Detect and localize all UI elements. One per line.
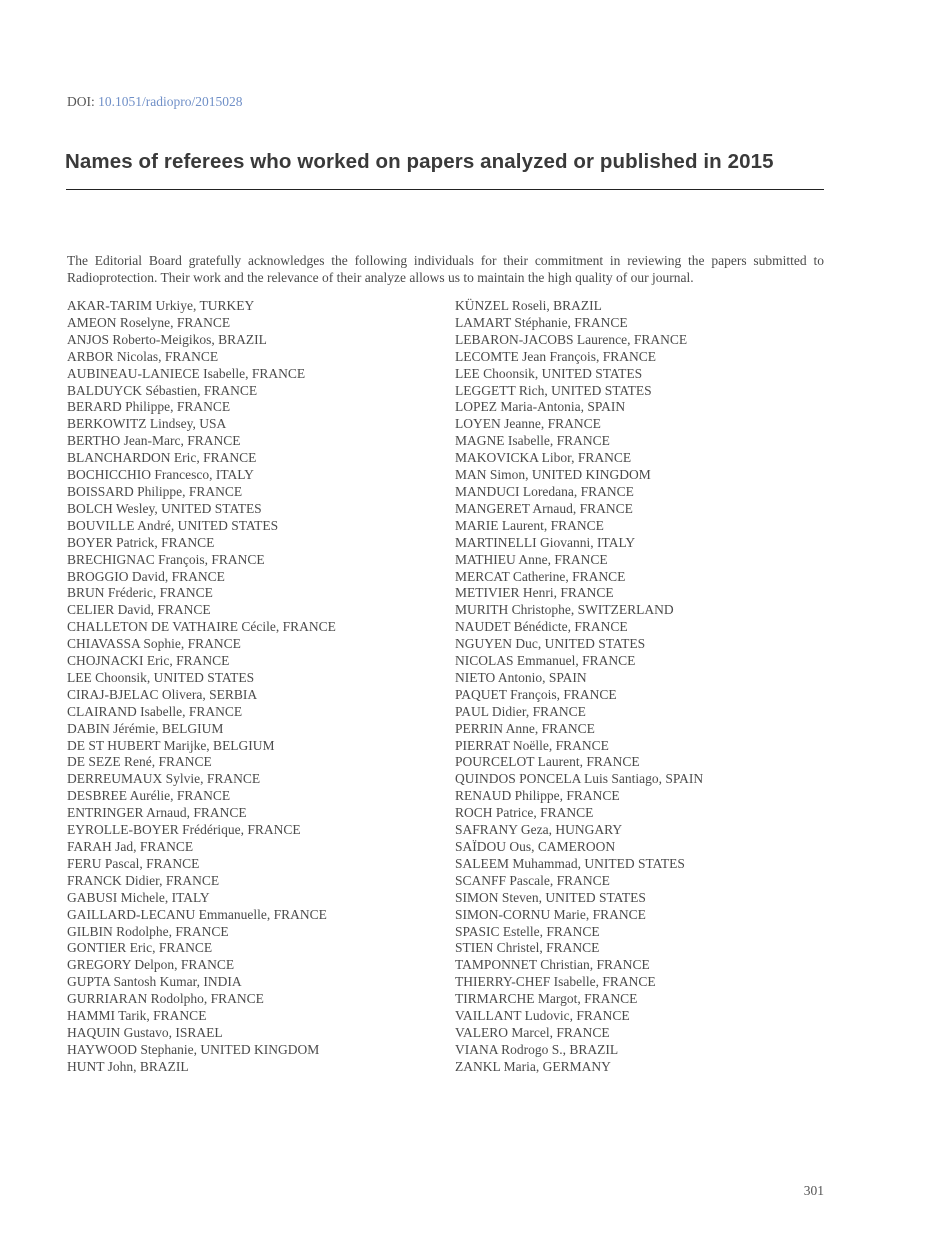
referee-entry: VAILLANT Ludovic, FRANCE bbox=[455, 1008, 630, 1024]
referee-entry: POURCELOT Laurent, FRANCE bbox=[455, 754, 640, 770]
referee-entry: GUPTA Santosh Kumar, INDIA bbox=[67, 974, 242, 990]
referee-entry: DE ST HUBERT Marijke, BELGIUM bbox=[67, 737, 275, 753]
referee-entry: FERU Pascal, FRANCE bbox=[67, 855, 200, 871]
referee-entry: HUNT John, BRAZIL bbox=[67, 1058, 189, 1074]
referee-entry: RENAUD Philippe, FRANCE bbox=[455, 788, 620, 804]
referee-entry: DE SEZE René, FRANCE bbox=[67, 754, 212, 770]
referee-list-left bbox=[67, 298, 437, 1076]
referee-entry: SAFRANY Geza, HUNGARY bbox=[455, 822, 623, 838]
referee-entry: QUINDOS PONCELA Luis Santiago, SPAIN bbox=[455, 771, 704, 787]
referee-entry: MANGERET Arnaud, FRANCE bbox=[455, 500, 633, 516]
referee-entry: MAGNE Isabelle, FRANCE bbox=[455, 433, 610, 449]
referee-entry: MARIE Laurent, FRANCE bbox=[455, 517, 604, 533]
referee-entry: BROGGIO David, FRANCE bbox=[67, 568, 225, 584]
referee-entry: NGUYEN Duc, UNITED STATES bbox=[455, 636, 646, 652]
referee-entry: METIVIER Henri, FRANCE bbox=[455, 585, 614, 601]
doi-prefix: DOI: bbox=[67, 94, 99, 109]
referee-entry: SALEEM Muhammad, UNITED STATES bbox=[455, 855, 685, 871]
referee-entry: CHIAVASSA Sophie, FRANCE bbox=[67, 636, 241, 652]
referee-entry: HAYWOOD Stephanie, UNITED KINGDOM bbox=[67, 1041, 320, 1057]
referee-entry: BLANCHARDON Eric, FRANCE bbox=[67, 450, 257, 466]
referee-entry: THIERRY-CHEF Isabelle, FRANCE bbox=[455, 974, 656, 990]
referee-entry: HAMMI Tarik, FRANCE bbox=[67, 1008, 207, 1024]
referee-entry: MARTINELLI Giovanni, ITALY bbox=[455, 534, 636, 550]
referee-entry: LOYEN Jeanne, FRANCE bbox=[455, 416, 601, 432]
referee-entry: CELIER David, FRANCE bbox=[67, 602, 211, 618]
referee-entry: SPASIC Estelle, FRANCE bbox=[455, 923, 600, 939]
referee-entry: MERCAT Catherine, FRANCE bbox=[455, 568, 626, 584]
referee-entry: GONTIER Eric, FRANCE bbox=[67, 940, 213, 956]
page-title: Names of referees who worked on papers analyzed or published in 2015 bbox=[65, 150, 774, 173]
referee-entry: BRECHIGNAC François, FRANCE bbox=[67, 551, 265, 567]
doi-line bbox=[67, 94, 243, 110]
referee-list-right bbox=[455, 298, 825, 1076]
referee-entry: SIMON Steven, UNITED STATES bbox=[455, 889, 646, 905]
referee-entry: VALERO Marcel, FRANCE bbox=[455, 1024, 610, 1040]
referee-entry: STIEN Christel, FRANCE bbox=[455, 940, 600, 956]
referee-entry: CLAIRAND Isabelle, FRANCE bbox=[67, 703, 243, 719]
referee-entry: LEBARON-JACOBS Laurence, FRANCE bbox=[455, 331, 688, 347]
referee-entry: LECOMTE Jean François, FRANCE bbox=[455, 348, 656, 364]
referee-entry: ENTRINGER Arnaud, FRANCE bbox=[67, 805, 247, 821]
referee-entry: MAN Simon, UNITED KINGDOM bbox=[455, 467, 651, 483]
referee-entry: CIRAJ-BJELAC Olivera, SERBIA bbox=[67, 686, 258, 702]
referee-entry: GREGORY Delpon, FRANCE bbox=[67, 957, 235, 973]
referee-entry: ANJOS Roberto-Meigikos, BRAZIL bbox=[67, 331, 267, 347]
referee-entry: BOCHICCHIO Francesco, ITALY bbox=[67, 467, 254, 483]
referee-entry: BOYER Patrick, FRANCE bbox=[67, 534, 215, 550]
referee-entry: DERREUMAUX Sylvie, FRANCE bbox=[67, 771, 261, 787]
referee-entry: VIANA Rodrogo S., BRAZIL bbox=[455, 1041, 619, 1057]
intro-paragraph: The Editorial Board gratefully acknowledges the following individuals for their commitment in reviewing the papers submitted to Radioprotection. Their work and the relevance of their analyze allows us to maintain the high quality of our journal. bbox=[67, 253, 824, 285]
referee-entry: HAQUIN Gustavo, ISRAEL bbox=[67, 1024, 223, 1040]
referee-entry: CHOJNACKI Eric, FRANCE bbox=[67, 653, 230, 669]
referee-entry: LEE Choonsik, UNITED STATES bbox=[67, 669, 255, 685]
referee-entry: NIETO Antonio, SPAIN bbox=[455, 669, 587, 685]
referee-entry: GAILLARD-LECANU Emmanuelle, FRANCE bbox=[67, 906, 327, 922]
referee-entry: DESBREE Aurélie, FRANCE bbox=[67, 788, 231, 804]
referee-entry: MANDUCI Loredana, FRANCE bbox=[455, 483, 634, 499]
referee-entry: BOLCH Wesley, UNITED STATES bbox=[67, 500, 262, 516]
referee-entry: BERTHO Jean-Marc, FRANCE bbox=[67, 433, 241, 449]
referee-entry: SAÏDOU Ous, CAMEROON bbox=[455, 839, 616, 854]
referee-entry: PAQUET François, FRANCE bbox=[455, 686, 617, 702]
referee-entry: PIERRAT Noëlle, FRANCE bbox=[455, 737, 609, 753]
referee-entry: GILBIN Rodolphe, FRANCE bbox=[67, 923, 229, 939]
referee-entry: MURITH Christophe, SWITZERLAND bbox=[455, 602, 674, 618]
referee-entry: BOUVILLE André, UNITED STATES bbox=[67, 517, 279, 533]
referee-entry: TIRMARCHE Margot, FRANCE bbox=[455, 991, 638, 1007]
referee-entry: MAKOVICKA Libor, FRANCE bbox=[455, 450, 632, 466]
referee-entry: EYROLLE-BOYER Frédérique, FRANCE bbox=[67, 822, 301, 838]
referee-entry: ROCH Patrice, FRANCE bbox=[455, 805, 594, 821]
referee-entry: PAUL Didier, FRANCE bbox=[455, 703, 586, 719]
referee-entry: LOPEZ Maria-Antonia, SPAIN bbox=[455, 399, 626, 415]
referee-entry: PERRIN Anne, FRANCE bbox=[455, 720, 595, 736]
referee-entry: GABUSI Michele, ITALY bbox=[67, 889, 210, 905]
referee-entry: BOISSARD Philippe, FRANCE bbox=[67, 483, 243, 499]
referee-entry: NICOLAS Emmanuel, FRANCE bbox=[455, 653, 636, 669]
referee-entry: LEE Choonsik, UNITED STATES bbox=[455, 365, 643, 381]
referee-entry: TAMPONNET Christian, FRANCE bbox=[455, 957, 650, 973]
referee-entry: BRUN Fréderic, FRANCE bbox=[67, 585, 213, 601]
referee-entry: ARBOR Nicolas, FRANCE bbox=[67, 348, 219, 364]
title-divider bbox=[66, 189, 824, 190]
referee-entry: DABIN Jérémie, BELGIUM bbox=[67, 720, 224, 736]
referee-entry: KÜNZEL Roseli, BRAZIL bbox=[455, 298, 602, 313]
referee-entry: AKAR-TARIM Urkiye, TURKEY bbox=[67, 298, 255, 313]
referee-entry: MATHIEU Anne, FRANCE bbox=[455, 551, 608, 567]
referee-entry: FRANCK Didier, FRANCE bbox=[67, 872, 220, 888]
referee-entry: SIMON-CORNU Marie, FRANCE bbox=[455, 906, 646, 922]
referee-entry: AMEON Roselyne, FRANCE bbox=[67, 314, 231, 330]
referee-entry: FARAH Jad, FRANCE bbox=[67, 839, 194, 854]
doi-link[interactable]: 10.1051/radiopro/2015028 bbox=[98, 94, 243, 109]
referee-entry: ZANKL Maria, GERMANY bbox=[455, 1058, 611, 1074]
referee-entry: BERKOWITZ Lindsey, USA bbox=[67, 416, 227, 432]
referee-entry: CHALLETON DE VATHAIRE Cécile, FRANCE bbox=[67, 619, 336, 635]
referee-entry: BERARD Philippe, FRANCE bbox=[67, 399, 231, 415]
referee-entry: AUBINEAU-LANIECE Isabelle, FRANCE bbox=[67, 365, 306, 381]
referee-entry: LEGGETT Rich, UNITED STATES bbox=[455, 382, 652, 398]
referee-entry: SCANFF Pascale, FRANCE bbox=[455, 872, 610, 888]
referee-entry: GURRIARAN Rodolpho, FRANCE bbox=[67, 991, 264, 1007]
referee-entry: LAMART Stéphanie, FRANCE bbox=[455, 314, 628, 330]
page-number: 301 bbox=[803, 1183, 824, 1198]
referee-entry: BALDUYCK Sébastien, FRANCE bbox=[67, 382, 258, 398]
referee-entry: NAUDET Bénédicte, FRANCE bbox=[455, 619, 628, 635]
